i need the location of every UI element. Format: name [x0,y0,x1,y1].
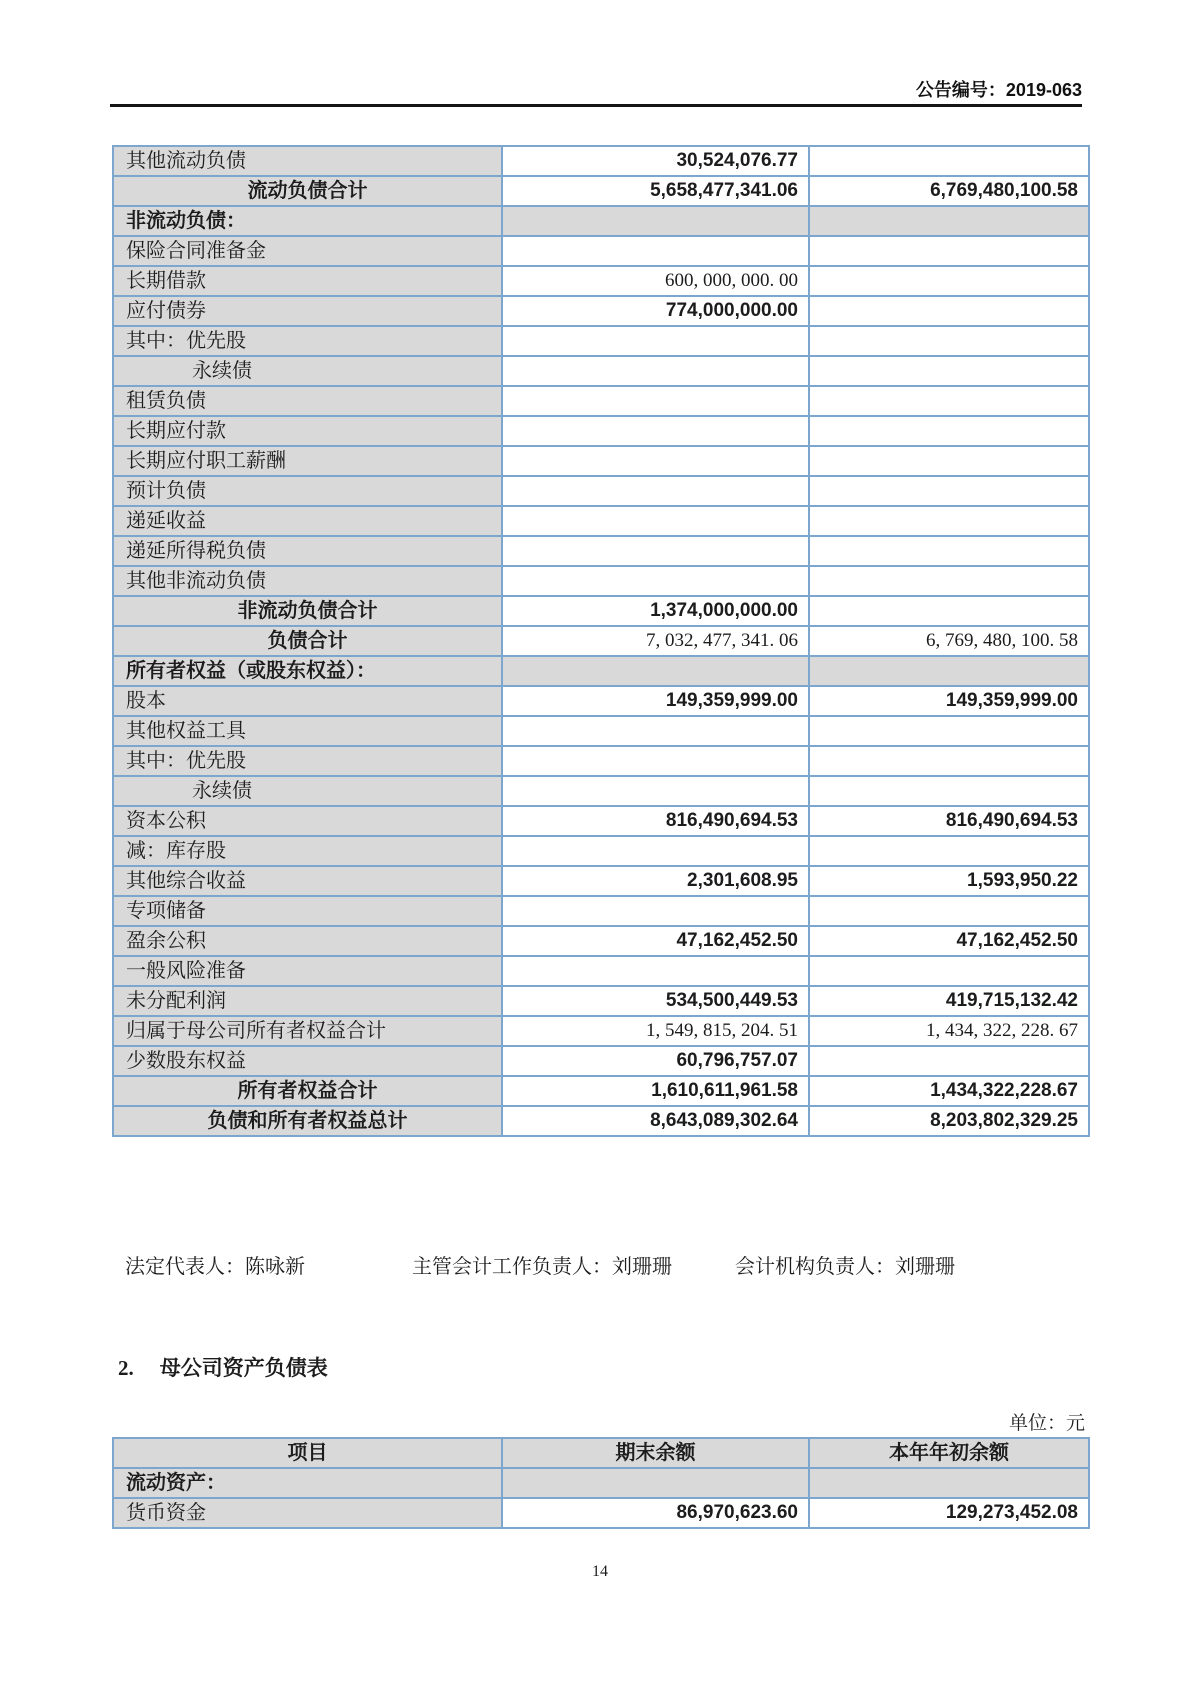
row-label: 递延收益 [113,506,502,536]
table-row [113,536,1089,566]
row-label: 负债合计 [113,626,502,656]
announcement-number: 公告编号：2019-063 [915,80,1082,100]
consolidated-balance-sheet-body [113,146,1089,1136]
beginning-balance-cell [809,296,1089,326]
row-label: 其中：优先股 [113,326,502,356]
ending-balance-cell: 149,359,999.00 [502,686,809,716]
table-row [113,596,1089,626]
beginning-balance-cell [809,536,1089,566]
beginning-balance-cell [809,896,1089,926]
ending-balance-cell: 7, 032, 477, 341. 06 [502,626,809,656]
ending-balance-cell [502,386,809,416]
ending-balance-cell: 5,658,477,341.06 [502,176,809,206]
table-row [113,866,1089,896]
ending-balance-cell [502,476,809,506]
beginning-balance-cell [809,596,1089,626]
table-row [113,746,1089,776]
row-label: 专项储备 [113,896,502,926]
ending-balance-cell: 1,610,611,961.58 [502,1076,809,1106]
table-row [113,176,1089,206]
ending-balance-cell: 600, 000, 000. 00 [502,266,809,296]
beginning-balance-cell [809,956,1089,986]
section-number: 2. [118,1356,134,1380]
consolidated-balance-sheet-table [112,145,1090,1137]
row-label: 永续债 [113,356,502,386]
table-row [113,446,1089,476]
column-header-item: 项目 [113,1438,502,1468]
table-row [113,986,1089,1016]
row-label: 长期应付款 [113,416,502,446]
row-label: 长期借款 [113,266,502,296]
beginning-balance-cell [809,1468,1089,1498]
table-row [113,1016,1089,1046]
header-rule [110,104,1082,107]
row-label: 保险合同准备金 [113,236,502,266]
beginning-balance-cell [809,776,1089,806]
legal-representative-signature: 法定代表人：陈咏新 [125,1256,305,1278]
table-row [113,836,1089,866]
row-label: 其中：优先股 [113,746,502,776]
beginning-balance-cell [809,356,1089,386]
column-header-ending-balance: 期末余额 [502,1438,809,1468]
ending-balance-cell: 534,500,449.53 [502,986,809,1016]
beginning-balance-cell [809,266,1089,296]
beginning-balance-cell: 149,359,999.00 [809,686,1089,716]
row-label: 所有者权益合计 [113,1076,502,1106]
beginning-balance-cell: 47,162,452.50 [809,926,1089,956]
ending-balance-cell [502,446,809,476]
row-label: 永续债 [113,776,502,806]
table-row [113,926,1089,956]
table-row [113,356,1089,386]
ending-balance-cell [502,326,809,356]
table-row [113,1076,1089,1106]
row-label: 非流动负债合计 [113,596,502,626]
ending-balance-cell: 1,374,000,000.00 [502,596,809,626]
table-row [113,956,1089,986]
row-label: 其他综合收益 [113,866,502,896]
table-row [113,1046,1089,1076]
table-row [113,716,1089,746]
beginning-balance-cell [809,746,1089,776]
row-label: 流动资产： [113,1468,502,1498]
row-label: 一般风险准备 [113,956,502,986]
parent-balance-sheet-table [112,1437,1090,1529]
beginning-balance-cell: 1,593,950.22 [809,866,1089,896]
row-label: 未分配利润 [113,986,502,1016]
row-label: 归属于母公司所有者权益合计 [113,1016,502,1046]
table-row [113,386,1089,416]
ending-balance-cell [502,896,809,926]
beginning-balance-cell [809,326,1089,356]
row-label: 应付债券 [113,296,502,326]
beginning-balance-cell [809,386,1089,416]
row-label: 股本 [113,686,502,716]
ending-balance-cell: 86,970,623.60 [502,1498,809,1528]
row-label: 减：库存股 [113,836,502,866]
beginning-balance-cell: 129,273,452.08 [809,1498,1089,1528]
table-row [113,656,1089,686]
table-row [113,1106,1089,1136]
table-row [113,686,1089,716]
beginning-balance-cell [809,656,1089,686]
row-label: 递延所得税负债 [113,536,502,566]
ending-balance-cell [502,566,809,596]
ending-balance-cell [502,1468,809,1498]
ending-balance-cell [502,956,809,986]
beginning-balance-cell [809,476,1089,506]
beginning-balance-cell [809,716,1089,746]
table-row [113,236,1089,266]
beginning-balance-cell [809,836,1089,866]
column-header-beginning-balance: 本年年初余额 [809,1438,1089,1468]
beginning-balance-cell [809,206,1089,236]
table-row [113,296,1089,326]
beginning-balance-cell [809,446,1089,476]
row-label: 其他权益工具 [113,716,502,746]
chief-accounting-officer-signature: 主管会计工作负责人：刘珊珊 [412,1256,672,1278]
ending-balance-cell: 8,643,089,302.64 [502,1106,809,1136]
table-row [113,206,1089,236]
table-header-row [113,1438,1089,1468]
row-label: 租赁负债 [113,386,502,416]
section-heading [118,1352,328,1382]
parent-balance-sheet-body [113,1468,1089,1528]
beginning-balance-cell: 8,203,802,329.25 [809,1106,1089,1136]
table-row [113,1498,1089,1528]
beginning-balance-cell [809,236,1089,266]
ending-balance-cell: 774,000,000.00 [502,296,809,326]
accounting-department-head-signature: 会计机构负责人：刘珊珊 [735,1256,955,1278]
table-row [113,776,1089,806]
ending-balance-cell [502,776,809,806]
row-label: 非流动负债： [113,206,502,236]
table-row [113,896,1089,926]
table-row [113,476,1089,506]
signature-line [112,1250,1088,1280]
ending-balance-cell [502,416,809,446]
beginning-balance-cell: 419,715,132.42 [809,986,1089,1016]
row-label: 负债和所有者权益总计 [113,1106,502,1136]
ending-balance-cell [502,746,809,776]
section-title: 母公司资产负债表 [159,1356,328,1380]
row-label: 其他非流动负债 [113,566,502,596]
row-label: 所有者权益（或股东权益）： [113,656,502,686]
ending-balance-cell [502,536,809,566]
ending-balance-cell: 1, 549, 815, 204. 51 [502,1016,809,1046]
beginning-balance-cell: 1,434,322,228.67 [809,1076,1089,1106]
table-row [113,1468,1089,1498]
unit-label: 单位：元 [1008,1413,1085,1434]
row-label: 预计负债 [113,476,502,506]
table-row [113,146,1089,176]
ending-balance-cell: 60,796,757.07 [502,1046,809,1076]
table-row [113,806,1089,836]
row-label: 少数股东权益 [113,1046,502,1076]
table-row [113,266,1089,296]
beginning-balance-cell [809,146,1089,176]
page-number: 14 [592,1563,608,1580]
beginning-balance-cell [809,506,1089,536]
ending-balance-cell: 30,524,076.77 [502,146,809,176]
ending-balance-cell [502,656,809,686]
ending-balance-cell [502,506,809,536]
row-label: 资本公积 [113,806,502,836]
row-label: 货币资金 [113,1498,502,1528]
ending-balance-cell [502,206,809,236]
beginning-balance-cell [809,1046,1089,1076]
table-row [113,506,1089,536]
beginning-balance-cell [809,416,1089,446]
row-label: 盈余公积 [113,926,502,956]
table-row [113,416,1089,446]
ending-balance-cell [502,836,809,866]
beginning-balance-cell: 6, 769, 480, 100. 58 [809,626,1089,656]
beginning-balance-cell: 816,490,694.53 [809,806,1089,836]
row-label: 流动负债合计 [113,176,502,206]
beginning-balance-cell: 6,769,480,100.58 [809,176,1089,206]
table-row [113,326,1089,356]
ending-balance-cell [502,236,809,266]
ending-balance-cell: 47,162,452.50 [502,926,809,956]
ending-balance-cell: 2,301,608.95 [502,866,809,896]
table-row [113,626,1089,656]
beginning-balance-cell: 1, 434, 322, 228. 67 [809,1016,1089,1046]
row-label: 长期应付职工薪酬 [113,446,502,476]
ending-balance-cell: 816,490,694.53 [502,806,809,836]
beginning-balance-cell [809,566,1089,596]
row-label: 其他流动负债 [113,146,502,176]
table-row [113,566,1089,596]
ending-balance-cell [502,716,809,746]
ending-balance-cell [502,356,809,386]
